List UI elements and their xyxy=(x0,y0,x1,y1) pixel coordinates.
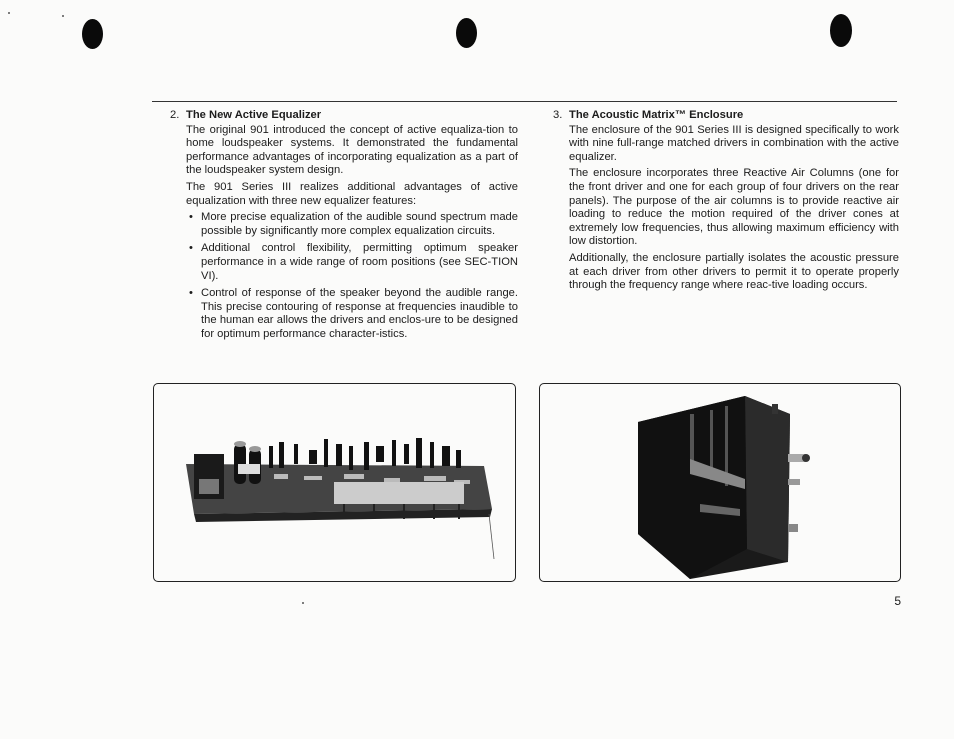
paragraph: The 901 Series III realizes additional advantages of active equalization with three new equalizer features: xyxy=(186,180,518,207)
list-item: • Additional control flexibility, permitting optimum speaker performance in a wide range of room positions (see SEC-TION VI). xyxy=(186,242,518,283)
section-title: The New Active Equalizer xyxy=(186,109,322,121)
page-number: 5 xyxy=(894,594,901,608)
paragraph: The enclosure of the 901 Series III is designed specifically to work with nine full-range matched drivers in combination with the active equalizer. xyxy=(569,123,899,163)
punch-hole-center xyxy=(456,18,477,48)
section-number: 3. xyxy=(553,109,563,121)
figure-equalizer-board xyxy=(153,383,516,582)
circuit-board-photo-icon xyxy=(154,384,515,581)
speaker-enclosure-photo-icon xyxy=(540,384,900,581)
section-number: 2. xyxy=(170,109,180,121)
paragraph: Additionally, the enclosure partially isolates the acoustic pressure at each driver from other drivers to permit it to operate properly through the frequency range where reac-tive loading occurs. xyxy=(569,251,899,292)
punch-hole-left xyxy=(82,19,103,49)
scan-speck xyxy=(62,15,64,17)
scan-speck xyxy=(8,12,10,14)
figure-speaker-enclosure xyxy=(539,383,901,582)
paragraph: The original 901 introduced the concept of active equaliza-tion to home loudspeaker systems. It demonstrated the fundamental performance advantages of incorporating equalization as a part of the loudspeaker system design. xyxy=(186,123,518,177)
section-heading xyxy=(170,109,518,123)
section-active-equalizer xyxy=(170,109,518,346)
paragraph: The enclosure incorporates three Reactive Air Columns (one for the front driver and one for each group of four drivers on the rear panels). The purpose of the air columns is to provide reactive air loading to reduce the motion required of the driver cones at extremely low frequencies, thus allowing maximum efficiency with low distortion. xyxy=(569,167,899,248)
list-item: • More precise equalization of the audible sound spectrum made possible by significantly more complex equalization circuits. xyxy=(186,211,518,238)
section-acoustic-matrix xyxy=(553,109,899,296)
feature-list xyxy=(186,211,518,341)
scan-speck xyxy=(302,602,304,604)
header-rule xyxy=(152,101,897,102)
section-title: The Acoustic Matrix™ Enclosure xyxy=(569,109,744,121)
list-item: • Control of response of the speaker beyond the audible range. This precise contouring of response at frequencies inaudible to the human ear allows the drivers and enclos-ure to be designed for optimum performance character-istics. xyxy=(186,287,518,341)
section-heading xyxy=(553,109,899,123)
punch-hole-right xyxy=(830,14,852,47)
